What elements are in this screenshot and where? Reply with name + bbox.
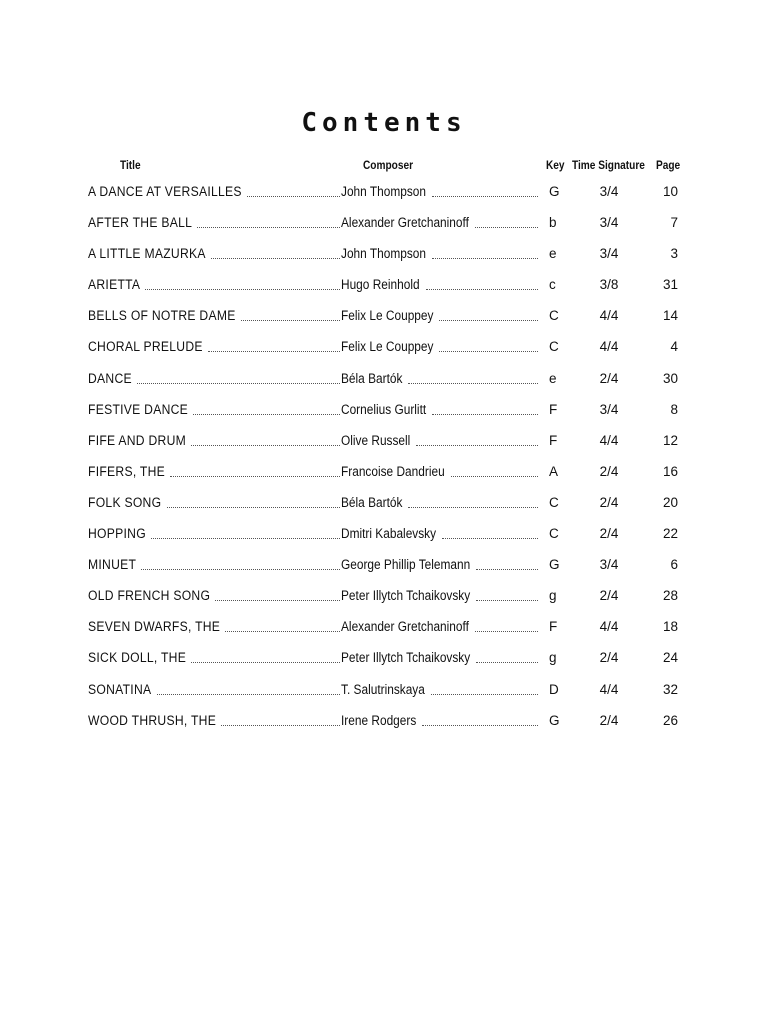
- row-title: AFTER THE BALL: [88, 215, 195, 231]
- row-title: MINUET: [88, 557, 139, 573]
- page-title: Contents: [301, 108, 467, 138]
- table-row: [0, 520, 768, 551]
- row-composer-cell: [341, 246, 538, 262]
- row-page-number: 6: [670, 557, 678, 573]
- row-composer: Cornelius Gurlitt: [341, 402, 430, 418]
- row-title-cell: [88, 215, 340, 231]
- table-row: [0, 178, 768, 209]
- row-composer-cell: [341, 339, 538, 355]
- row-time-signature: 4/4: [599, 432, 619, 448]
- dot-leader: [215, 599, 340, 601]
- row-time-signature: 4/4: [599, 339, 619, 355]
- column-header-composer: Composer: [363, 160, 414, 172]
- column-header-page: Page: [656, 160, 681, 172]
- row-composer: T. Salutrinskaya: [341, 682, 428, 698]
- dot-leader: [145, 288, 340, 290]
- row-key: C: [549, 526, 559, 542]
- row-title-cell: [88, 713, 340, 729]
- dot-leader: [247, 195, 340, 197]
- dot-leader: [408, 506, 538, 508]
- row-key: e: [549, 370, 557, 386]
- row-composer-cell: [341, 308, 538, 324]
- row-time-signature: 3/4: [599, 401, 619, 417]
- row-title: CHORAL PRELUDE: [88, 339, 205, 355]
- row-key: G: [549, 712, 560, 728]
- row-composer-cell: [341, 650, 538, 666]
- row-page-number: 32: [662, 681, 678, 697]
- row-title-cell: [88, 495, 340, 511]
- row-title-cell: [88, 433, 340, 449]
- row-key: g: [549, 650, 557, 666]
- row-key: D: [549, 681, 559, 697]
- row-title-cell: [88, 557, 340, 573]
- dot-leader: [167, 506, 340, 508]
- table-row: [0, 551, 768, 582]
- table-row: [0, 458, 768, 489]
- table-row: [0, 489, 768, 520]
- row-title: SEVEN DWARFS, THE: [88, 619, 223, 635]
- row-composer-cell: [341, 526, 538, 542]
- dot-leader: [157, 693, 340, 695]
- row-composer-cell: [341, 713, 538, 729]
- dot-leader: [225, 630, 340, 632]
- dot-leader: [408, 382, 538, 384]
- dot-leader: [241, 319, 340, 321]
- row-time-signature: 4/4: [599, 681, 619, 697]
- row-title-cell: [88, 308, 340, 324]
- row-title: SONATINA: [88, 682, 154, 698]
- row-title: FOLK SONG: [88, 495, 164, 511]
- row-time-signature: 4/4: [599, 308, 619, 324]
- row-page-number: 31: [662, 277, 678, 293]
- row-composer: Peter Illytch Tchaikovsky: [341, 650, 474, 666]
- dot-leader: [191, 661, 340, 663]
- table-row: [0, 676, 768, 707]
- dot-leader: [211, 257, 340, 259]
- dot-leader: [442, 537, 538, 539]
- row-page-number: 20: [662, 494, 678, 510]
- dot-leader: [426, 288, 538, 290]
- column-header-title: Title: [120, 160, 141, 172]
- table-row: [0, 271, 768, 302]
- row-composer-cell: [341, 495, 538, 511]
- dot-leader: [137, 382, 340, 384]
- row-key: C: [549, 339, 559, 355]
- dot-leader: [221, 724, 340, 726]
- row-time-signature: 3/4: [599, 215, 619, 231]
- row-title-cell: [88, 619, 340, 635]
- row-title-cell: [88, 277, 340, 293]
- row-key: c: [549, 277, 556, 293]
- row-title: HOPPING: [88, 526, 149, 542]
- row-key: C: [549, 308, 559, 324]
- row-time-signature: 3/8: [599, 277, 619, 293]
- row-page-number: 7: [670, 215, 678, 231]
- row-page-number: 26: [662, 712, 678, 728]
- dot-leader: [476, 661, 538, 663]
- contents-table: [0, 178, 768, 738]
- row-key: G: [549, 184, 560, 199]
- row-title: FIFE AND DRUM: [88, 433, 189, 449]
- row-page-number: 30: [662, 370, 678, 386]
- row-title-cell: [88, 650, 340, 666]
- row-composer: John Thompson: [341, 184, 430, 200]
- row-composer: Felix Le Couppey: [341, 339, 437, 355]
- row-title-cell: [88, 526, 340, 542]
- column-header-time-signature: Time Signature: [572, 160, 645, 172]
- dot-leader: [451, 475, 538, 477]
- row-page-number: 4: [670, 339, 678, 355]
- row-key: C: [549, 494, 559, 510]
- row-composer: Alexander Gretchaninoff: [341, 619, 472, 635]
- row-composer: Hugo Reinhold: [341, 277, 423, 293]
- row-title: BELLS OF NOTRE DAME: [88, 308, 238, 324]
- dot-leader: [193, 413, 340, 415]
- row-key: A: [549, 463, 559, 479]
- row-time-signature: 2/4: [599, 370, 619, 386]
- dot-leader: [475, 630, 538, 632]
- row-page-number: 16: [662, 463, 678, 479]
- row-time-signature: 2/4: [599, 463, 619, 479]
- dot-leader: [197, 226, 340, 228]
- row-composer: Alexander Gretchaninoff: [341, 215, 472, 231]
- row-key: b: [549, 215, 557, 231]
- row-key: e: [549, 246, 557, 262]
- dot-leader: [416, 444, 538, 446]
- row-key: F: [549, 401, 558, 417]
- row-composer: Olive Russell: [341, 433, 414, 449]
- row-composer-cell: [341, 371, 538, 387]
- row-title-cell: [88, 464, 340, 480]
- dot-leader: [475, 226, 538, 228]
- row-composer-cell: [341, 682, 538, 698]
- table-row: [0, 333, 768, 364]
- row-title: FIFERS, THE: [88, 464, 168, 480]
- row-page-number: 14: [662, 308, 678, 324]
- dot-leader: [170, 475, 340, 477]
- dot-leader: [476, 568, 538, 570]
- row-time-signature: 3/4: [599, 184, 619, 199]
- row-composer-cell: [341, 433, 538, 449]
- row-time-signature: 4/4: [599, 619, 619, 635]
- row-composer: Béla Bartók: [341, 371, 406, 387]
- row-title-cell: [88, 246, 340, 262]
- row-title: A LITTLE MAZURKA: [88, 246, 208, 262]
- row-time-signature: 2/4: [599, 526, 619, 542]
- table-row: [0, 644, 768, 675]
- row-time-signature: 2/4: [599, 588, 619, 604]
- row-title: ARIETTA: [88, 277, 143, 293]
- row-title-cell: [88, 371, 340, 387]
- dot-leader: [208, 350, 340, 352]
- dot-leader: [439, 319, 538, 321]
- row-composer: Felix Le Couppey: [341, 308, 437, 324]
- table-row: [0, 209, 768, 240]
- row-title: FESTIVE DANCE: [88, 402, 191, 418]
- row-composer-cell: [341, 402, 538, 418]
- row-composer: Francoise Dandrieu: [341, 464, 448, 480]
- row-composer-cell: [341, 277, 538, 293]
- row-time-signature: 2/4: [599, 494, 619, 510]
- row-page-number: 8: [670, 401, 678, 417]
- row-key: G: [549, 557, 560, 573]
- row-title: SICK DOLL, THE: [88, 650, 189, 666]
- table-row: [0, 427, 768, 458]
- row-key: F: [549, 619, 558, 635]
- dot-leader: [422, 724, 538, 726]
- row-composer: John Thompson: [341, 246, 430, 262]
- row-composer-cell: [341, 619, 538, 635]
- row-title-cell: [88, 402, 340, 418]
- table-row: [0, 582, 768, 613]
- dot-leader: [432, 413, 538, 415]
- row-page-number: 24: [662, 650, 678, 666]
- row-page-number: 18: [662, 619, 678, 635]
- row-time-signature: 2/4: [599, 712, 619, 728]
- row-title-cell: [88, 588, 340, 604]
- row-composer-cell: [341, 215, 538, 231]
- row-page-number: 3: [670, 246, 678, 262]
- row-composer: Béla Bartók: [341, 495, 406, 511]
- row-composer-cell: [341, 557, 538, 573]
- dot-leader: [151, 537, 340, 539]
- table-row: [0, 396, 768, 427]
- dot-leader: [439, 350, 538, 352]
- row-title-cell: [88, 339, 340, 355]
- row-time-signature: 3/4: [599, 557, 619, 573]
- row-key: F: [549, 432, 558, 448]
- row-title-cell: [88, 184, 340, 200]
- row-page-number: 22: [662, 526, 678, 542]
- row-page-number: 28: [662, 588, 678, 604]
- dot-leader: [191, 444, 340, 446]
- table-row: [0, 365, 768, 396]
- dot-leader: [432, 195, 538, 197]
- row-composer-cell: [341, 588, 538, 604]
- row-page-number: 10: [662, 184, 678, 199]
- row-key: g: [549, 588, 557, 604]
- row-composer: Irene Rodgers: [341, 713, 420, 729]
- row-title-cell: [88, 682, 340, 698]
- row-composer: George Phillip Telemann: [341, 557, 474, 573]
- table-row: [0, 613, 768, 644]
- row-title: A DANCE AT VERSAILLES: [88, 184, 244, 200]
- row-title: DANCE: [88, 371, 135, 387]
- dot-leader: [141, 568, 340, 570]
- dot-leader: [476, 599, 538, 601]
- row-composer-cell: [341, 464, 538, 480]
- table-row: [0, 707, 768, 738]
- dot-leader: [432, 257, 538, 259]
- row-title: WOOD THRUSH, THE: [88, 713, 219, 729]
- row-title: OLD FRENCH SONG: [88, 588, 213, 604]
- row-time-signature: 2/4: [599, 650, 619, 666]
- row-composer: Dmitri Kabalevsky: [341, 526, 440, 542]
- row-time-signature: 3/4: [599, 246, 619, 262]
- table-row: [0, 302, 768, 333]
- row-composer-cell: [341, 184, 538, 200]
- row-composer: Peter Illytch Tchaikovsky: [341, 588, 474, 604]
- dot-leader: [431, 693, 538, 695]
- table-row: [0, 240, 768, 271]
- column-header-key: Key: [546, 160, 565, 172]
- row-page-number: 12: [662, 432, 678, 448]
